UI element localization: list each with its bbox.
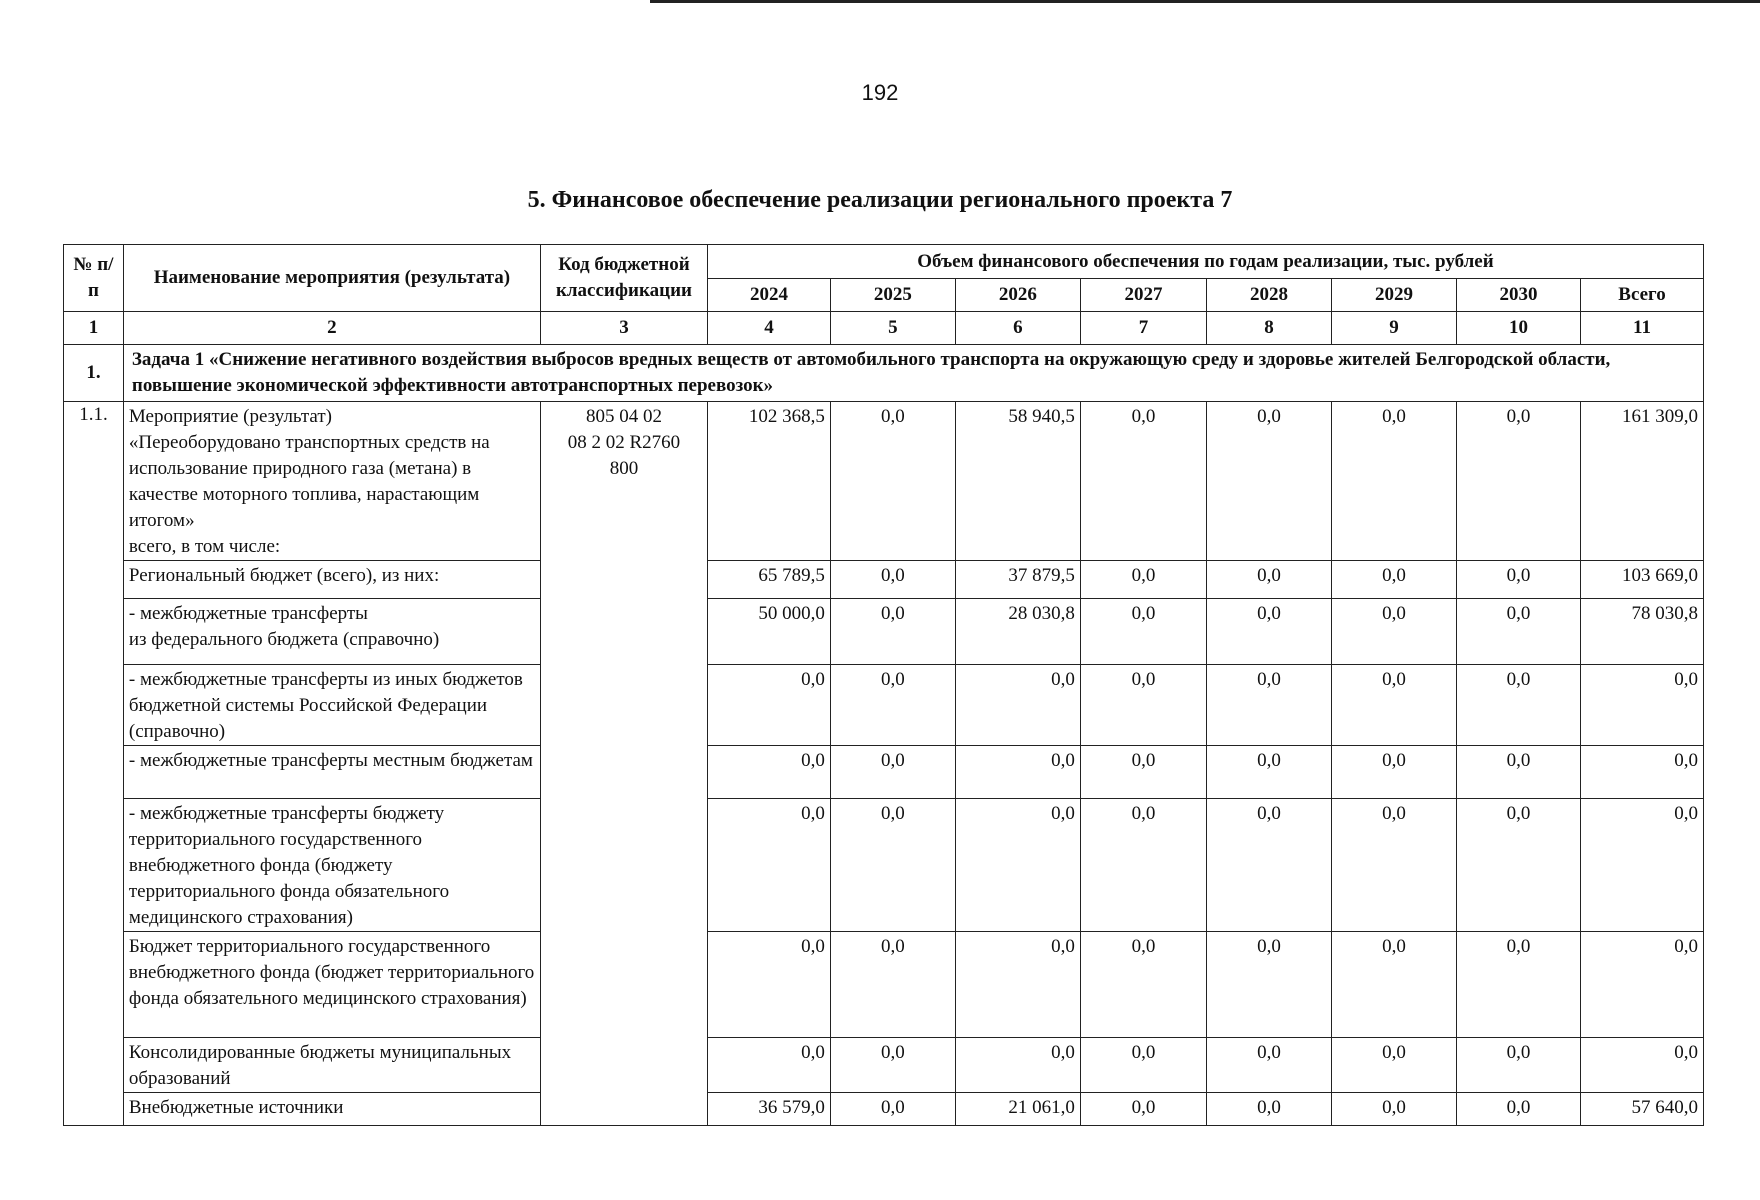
value-cell: 0,0 — [1080, 1038, 1206, 1093]
value-cell: 0,0 — [1080, 1093, 1206, 1126]
column-index: 2 — [123, 312, 540, 345]
column-index: 5 — [830, 312, 955, 345]
value-cell: 0,0 — [1457, 1038, 1581, 1093]
value-cell: 0,0 — [1457, 599, 1581, 665]
value-cell: 0,0 — [1457, 561, 1581, 599]
value-cell: 0,0 — [1580, 1038, 1703, 1093]
header-year: 2024 — [707, 279, 830, 312]
value-cell: 0,0 — [1080, 799, 1206, 932]
value-cell: 0,0 — [1206, 932, 1331, 1038]
value-cell: 0,0 — [1080, 932, 1206, 1038]
value-cell: 36 579,0 — [707, 1093, 830, 1126]
header-year: 2027 — [1080, 279, 1206, 312]
value-cell: 0,0 — [1457, 1093, 1581, 1126]
value-cell: 0,0 — [830, 599, 955, 665]
header-name: Наименование мероприятия (результата) — [123, 245, 540, 312]
value-cell: 0,0 — [1457, 932, 1581, 1038]
row-name: Региональный бюджет (всего), из них: — [123, 561, 540, 599]
value-cell: 0,0 — [1457, 402, 1581, 561]
value-cell: 0,0 — [1332, 932, 1457, 1038]
value-cell: 0,0 — [1206, 665, 1331, 746]
value-cell: 37 879,5 — [955, 561, 1080, 599]
value-cell: 0,0 — [1332, 1038, 1457, 1093]
value-cell: 0,0 — [830, 402, 955, 561]
header-year: 2026 — [955, 279, 1080, 312]
value-cell: 0,0 — [1332, 665, 1457, 746]
column-index: 7 — [1080, 312, 1206, 345]
value-cell: 0,0 — [830, 932, 955, 1038]
value-cell: 0,0 — [1332, 1093, 1457, 1126]
column-index: 1 — [64, 312, 124, 345]
financing-table — [63, 244, 1704, 1126]
value-cell: 102 368,5 — [707, 402, 830, 561]
table-row — [64, 746, 1704, 799]
column-index: 11 — [1580, 312, 1703, 345]
page-number: 192 — [861, 80, 899, 105]
value-cell: 50 000,0 — [707, 599, 830, 665]
table-row — [64, 799, 1704, 932]
row-name: Бюджет территориального государственного внебюджетного фонда (бюджет территориального фонда обязательного медицинского страхования) — [123, 932, 540, 1038]
row-name: Мероприятие (результат) «Переоборудовано транспортных средств на использование природного газа (метана) в качестве моторного топлива, нарастающим итогом» всего, в том числе: — [123, 402, 540, 561]
value-cell: 0,0 — [1580, 932, 1703, 1038]
value-cell: 103 669,0 — [1580, 561, 1703, 599]
value-cell: 0,0 — [955, 746, 1080, 799]
value-cell: 0,0 — [1206, 402, 1331, 561]
row-name: Внебюджетные источники — [123, 1093, 540, 1126]
value-cell: 0,0 — [1332, 746, 1457, 799]
value-cell: 0,0 — [707, 799, 830, 932]
value-cell: 65 789,5 — [707, 561, 830, 599]
row-name: - межбюджетные трансферты местным бюджетам — [123, 746, 540, 799]
header-total: Всего — [1580, 279, 1703, 312]
value-cell: 0,0 — [707, 746, 830, 799]
value-cell: 0,0 — [1457, 665, 1581, 746]
task-number: 1. — [64, 345, 124, 402]
row-name: - межбюджетные трансферты из иных бюджетов бюджетной системы Российской Федерации (справочно) — [123, 665, 540, 746]
value-cell: 0,0 — [1080, 561, 1206, 599]
value-cell: 0,0 — [1332, 561, 1457, 599]
value-cell: 0,0 — [955, 932, 1080, 1038]
budget-code: 805 04 02 08 2 02 R2760 800 — [540, 402, 707, 1126]
table-row — [64, 1093, 1704, 1126]
task-text: Задача 1 «Снижение негативного воздействия выбросов вредных веществ от автомобильного транспорта на окружающую среду и здоровье жителей Белгородской области, повышение экономической эффективности автотранспортных перевозок» — [123, 345, 1703, 402]
value-cell: 161 309,0 — [1580, 402, 1703, 561]
header-number: № п/п — [64, 245, 124, 312]
column-index: 8 — [1206, 312, 1331, 345]
value-cell: 0,0 — [1457, 799, 1581, 932]
value-cell: 0,0 — [1580, 746, 1703, 799]
value-cell: 0,0 — [1080, 665, 1206, 746]
value-cell: 0,0 — [1206, 799, 1331, 932]
value-cell: 0,0 — [1206, 1093, 1331, 1126]
value-cell: 0,0 — [707, 665, 830, 746]
task-row — [64, 345, 1704, 402]
value-cell: 0,0 — [1080, 599, 1206, 665]
table-row — [64, 1038, 1704, 1093]
value-cell: 0,0 — [1206, 746, 1331, 799]
value-cell: 0,0 — [1580, 799, 1703, 932]
value-cell: 58 940,5 — [955, 402, 1080, 561]
section-title: 5. Финансовое обеспечение реализации регионального проекта 7 — [527, 187, 1233, 213]
value-cell: 0,0 — [1206, 561, 1331, 599]
value-cell: 0,0 — [830, 1038, 955, 1093]
value-cell: 0,0 — [955, 665, 1080, 746]
column-index: 6 — [955, 312, 1080, 345]
table-row — [64, 932, 1704, 1038]
table-row — [64, 561, 1704, 599]
column-index: 3 — [540, 312, 707, 345]
header-year: 2029 — [1332, 279, 1457, 312]
header-year: 2025 — [830, 279, 955, 312]
value-cell: 0,0 — [1332, 599, 1457, 665]
value-cell: 0,0 — [1080, 746, 1206, 799]
value-cell: 0,0 — [830, 799, 955, 932]
value-cell: 0,0 — [1206, 1038, 1331, 1093]
value-cell: 21 061,0 — [955, 1093, 1080, 1126]
table-row — [64, 402, 1704, 561]
value-cell: 0,0 — [955, 799, 1080, 932]
value-cell: 0,0 — [955, 1038, 1080, 1093]
value-cell: 0,0 — [1080, 402, 1206, 561]
row-name: - межбюджетные трансферты из федерального бюджета (справочно) — [123, 599, 540, 665]
value-cell: 0,0 — [1332, 402, 1457, 561]
value-cell: 0,0 — [1580, 665, 1703, 746]
top-border-line — [650, 0, 1760, 3]
table-row — [64, 665, 1704, 746]
header-year: 2028 — [1206, 279, 1331, 312]
value-cell: 0,0 — [830, 665, 955, 746]
header-year: 2030 — [1457, 279, 1581, 312]
value-cell: 28 030,8 — [955, 599, 1080, 665]
value-cell: 0,0 — [707, 932, 830, 1038]
table-row — [64, 599, 1704, 665]
header-code: Код бюджетной классификации — [540, 245, 707, 312]
value-cell: 0,0 — [1206, 599, 1331, 665]
column-index: 4 — [707, 312, 830, 345]
item-number: 1.1. — [64, 402, 124, 1126]
value-cell: 78 030,8 — [1580, 599, 1703, 665]
value-cell: 0,0 — [830, 746, 955, 799]
value-cell: 0,0 — [830, 1093, 955, 1126]
value-cell: 57 640,0 — [1580, 1093, 1703, 1126]
value-cell: 0,0 — [830, 561, 955, 599]
column-index: 10 — [1457, 312, 1581, 345]
row-name: - межбюджетные трансферты бюджету территориального государственного внебюджетного фонда (бюджету территориального фонда обязательного медицинского страхования) — [123, 799, 540, 932]
value-cell: 0,0 — [1332, 799, 1457, 932]
value-cell: 0,0 — [1457, 746, 1581, 799]
column-index: 9 — [1332, 312, 1457, 345]
header-volume: Объем финансового обеспечения по годам реализации, тыс. рублей — [707, 245, 1703, 279]
column-index-row — [64, 312, 1704, 345]
value-cell: 0,0 — [707, 1038, 830, 1093]
row-name: Консолидированные бюджеты муниципальных образований — [123, 1038, 540, 1093]
